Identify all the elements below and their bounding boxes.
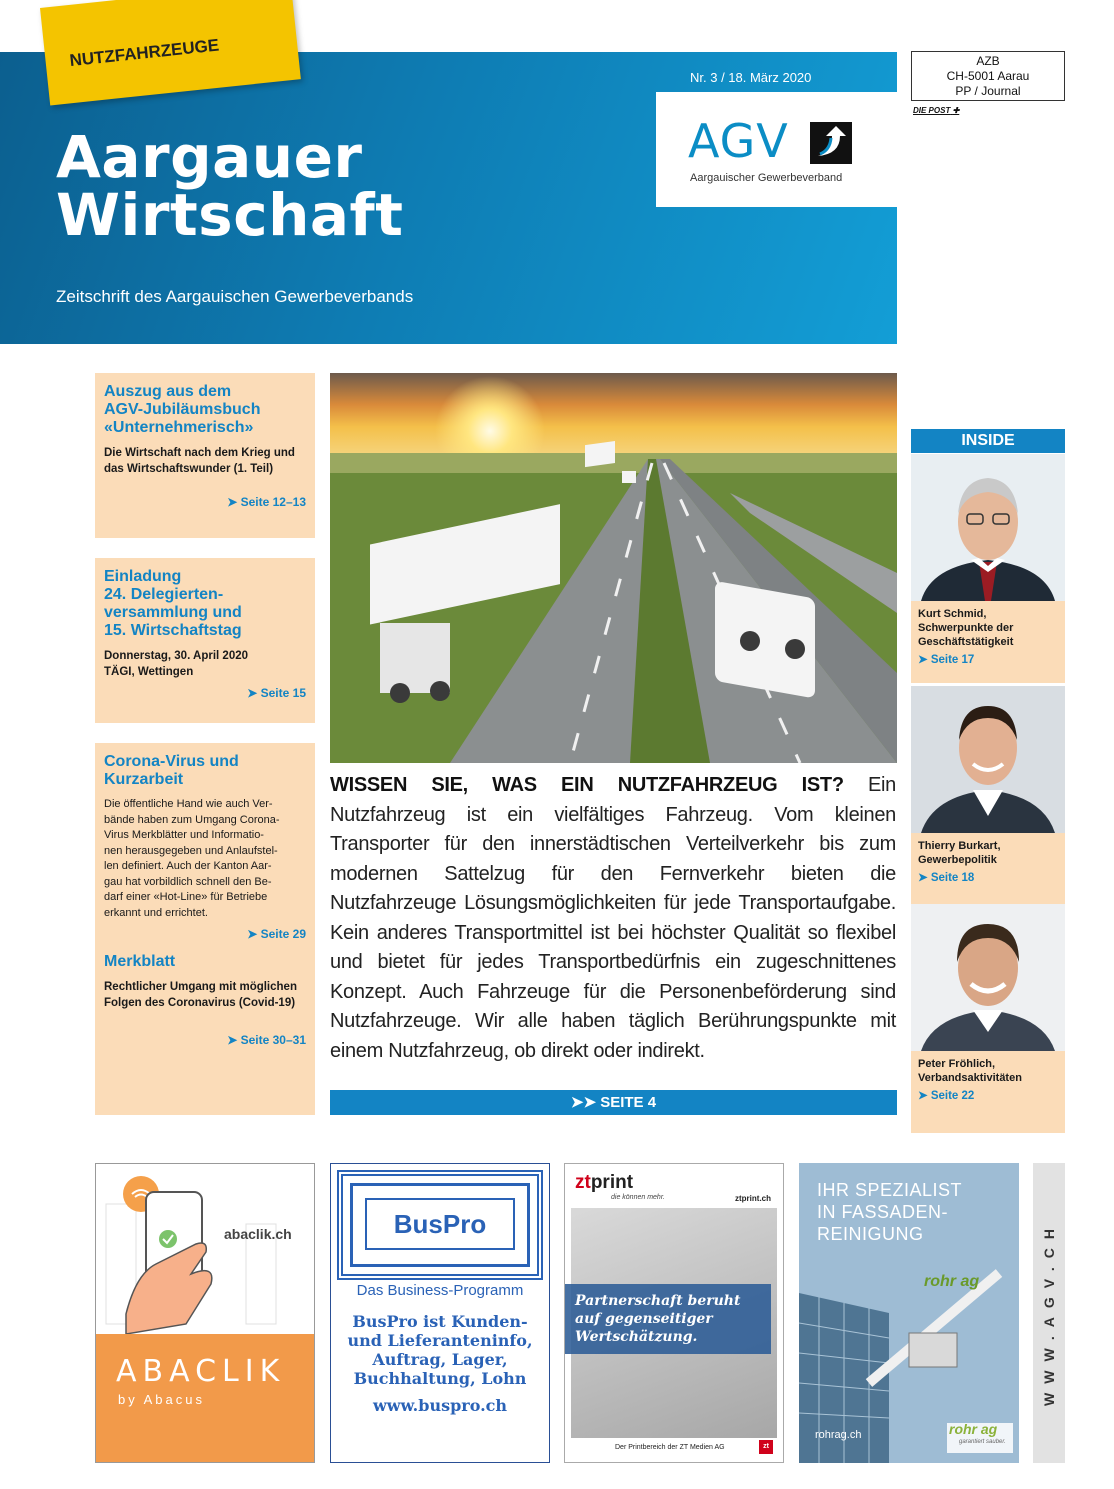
abaclik-url: abaclik.ch <box>224 1226 292 1242</box>
sidebar-box-jubilee[interactable] <box>95 373 315 538</box>
sidebar-text: Donnerstag, 30. April 2020 TÄGI, Wettingen <box>104 650 249 678</box>
postage-line-3: PP / Journal <box>955 84 1021 98</box>
www-agv-strip[interactable] <box>1033 1163 1065 1463</box>
zt-badge: zt <box>759 1440 773 1454</box>
person-caption <box>911 833 1065 915</box>
sidebar-title: Einladung 24. Delegierten- versammlung und 15. Wirtschaftstag <box>104 568 242 639</box>
abaclik-footer <box>96 1334 314 1462</box>
person-caption <box>911 1051 1065 1133</box>
sidebar-text-merkblatt: Rechtlicher Umgang mit möglichen Folgen des Coronavirus (Covid-19) <box>104 981 297 1009</box>
sidebar-page-link[interactable]: ➤ Seite 12–13 <box>227 495 306 509</box>
zt-brand-red: zt <box>575 1172 591 1193</box>
sidebar-page-link[interactable]: ➤ Seite 29 <box>247 927 306 941</box>
sidebar-title: Corona-Virus und Kurzarbeit <box>104 753 239 788</box>
ad-rohrag[interactable] <box>799 1163 1019 1463</box>
rohrag-brand: rohr ag <box>949 1421 998 1437</box>
ad-buspro[interactable] <box>330 1163 550 1463</box>
die-post-text: DIE POST <box>913 106 951 115</box>
zt-brand-print: print <box>590 1172 634 1193</box>
inside-item-thierry-burkart[interactable] <box>911 686 1065 915</box>
person-name: Thierry Burkart, Gewerbepolitik <box>918 840 1001 866</box>
person-page-link[interactable]: ➤ Seite 17 <box>918 654 975 666</box>
buspro-text: BusPro ist Kunden- und Lieferanteninfo, Auftrag, Lager, Buchhaltung, Lohn <box>347 1312 533 1388</box>
magazine-title <box>56 123 656 249</box>
person-caption <box>911 601 1065 683</box>
category-label: NUTZFAHRZEUGE <box>68 35 221 71</box>
ad-abaclik[interactable] <box>95 1163 315 1463</box>
agv-logo: AGV <box>688 114 789 168</box>
see-page-4-link[interactable]: ➤➤ SEITE 4 <box>330 1090 897 1115</box>
zt-url: ztprint.ch <box>735 1194 771 1203</box>
person-page-link[interactable]: ➤ Seite 18 <box>918 872 975 884</box>
phone-hand-illustration <box>96 1164 314 1334</box>
postage-box <box>911 51 1065 101</box>
zt-footer: Der Printbereich der ZT Medien AG <box>615 1444 725 1451</box>
zt-brand <box>575 1172 633 1194</box>
zt-quote: Partnerschaft beruht auf gegenseitiger Wertschätzung. <box>565 1284 771 1354</box>
sidebar-text: Die öffentliche Hand wie auch Ver- bände haben zum Umgang Corona- Virus Merkblätter und Informatio- nen herausgegeben und Anlaufstel- len definiert. Auch der Kanton Aar- gau hat vorbildlich schnell den Be- darf einer «Hot-Line» für Betriebe erkannt und errichtet. <box>104 798 280 919</box>
www-agv-text: WWW.AGV.CH <box>1041 1220 1057 1406</box>
portrait-photo <box>911 686 1065 833</box>
portrait-photo <box>911 454 1065 601</box>
article-body: Ein Nutzfahrzeug ist ein vielfältiges Fahrzeug. Vom kleinen Transporter für den innerstädtischen Verteilverkehr bis zum modernen Sattelzug für den Fernverkehr bieten die Nutzfahrzeuge Lösungsmöglichkeiten für jede Transportaufgabe. Kein anderes Transportmittel ist bei höchster Qualität so flexibel und bietet für jedes Transportbedürfnis ein zugeschnittenes Konzept. Auch Fahrzeuge für die Personenbeförderung sind Nutzfahrzeuge. Wir alle haben täglich Berührungspunkte mit einem Nutzfahrzeug, ob direkt oder indirekt. <box>330 774 896 1062</box>
person-name: Peter Fröhlich, Verbandsaktivitäten <box>918 1058 1022 1084</box>
title-line-2: Wirtschaft <box>56 181 404 249</box>
zt-slogan: die können mehr. <box>611 1194 665 1201</box>
post-cross-icon: ✚ <box>952 106 960 115</box>
buspro-url: www.buspro.ch <box>372 1396 508 1415</box>
inside-heading: INSIDE <box>911 429 1065 453</box>
rohrag-headline: IHR SPEZIALIST IN FASSADEN- REINIGUNG <box>817 1180 963 1244</box>
buspro-brand: BusPro <box>365 1198 515 1250</box>
ad-ztprint[interactable] <box>564 1163 784 1463</box>
postage-line-1: AZB <box>976 54 1000 68</box>
inside-item-peter-froehlich[interactable] <box>911 904 1065 1133</box>
lead-article <box>330 771 896 1066</box>
sidebar-box-invitation[interactable] <box>95 558 315 723</box>
title-line-1: Aargauer <box>56 123 363 191</box>
rohrag-brand-banner: rohr ag <box>924 1273 980 1290</box>
hero-image-highway <box>330 373 897 763</box>
die-post-label <box>913 106 959 115</box>
sidebar-box-corona[interactable] <box>95 743 315 1115</box>
abaclik-brand: ABACLIK <box>116 1354 286 1389</box>
issue-number: Nr. 3 / 18. März 2020 <box>690 70 812 85</box>
person-name: Kurt Schmid, Schwerpunkte der Geschäftstätigkeit <box>918 608 1014 648</box>
sidebar-page-link[interactable]: ➤ Seite 15 <box>247 686 306 700</box>
postage-line-2: CH-5001 Aarau <box>946 69 1030 83</box>
person-page-link[interactable]: ➤ Seite 22 <box>918 1090 975 1102</box>
buspro-tagline: Das Business-Programm <box>356 1282 524 1299</box>
magazine-subtitle: Zeitschrift des Aargauischen Gewerbeverbands <box>56 287 414 306</box>
rohrag-url: rohrag.ch <box>815 1429 862 1441</box>
agv-arrow-icon <box>810 122 852 164</box>
rohrag-claim: garantiert sauber. <box>959 1439 1006 1445</box>
inside-item-kurt-schmid[interactable] <box>911 454 1065 683</box>
article-lead: WISSEN SIE, WAS EIN NUTZFAHRZEUG IST? <box>330 774 844 796</box>
portrait-photo <box>911 904 1065 1051</box>
sidebar-page-link-merkblatt[interactable]: ➤ Seite 30–31 <box>227 1033 306 1047</box>
sidebar-text: Die Wirtschaft nach dem Krieg und das Wirtschaftswunder (1. Teil) <box>104 447 295 475</box>
abaclik-by: by Abacus <box>118 1392 205 1407</box>
sidebar-title-merkblatt: Merkblatt <box>104 953 176 970</box>
agv-logo-subtitle: Aargauischer Gewerbeverband <box>690 172 843 184</box>
sidebar-title: Auszug aus dem AGV-Jubiläumsbuch «Unternehmerisch» <box>104 383 261 436</box>
